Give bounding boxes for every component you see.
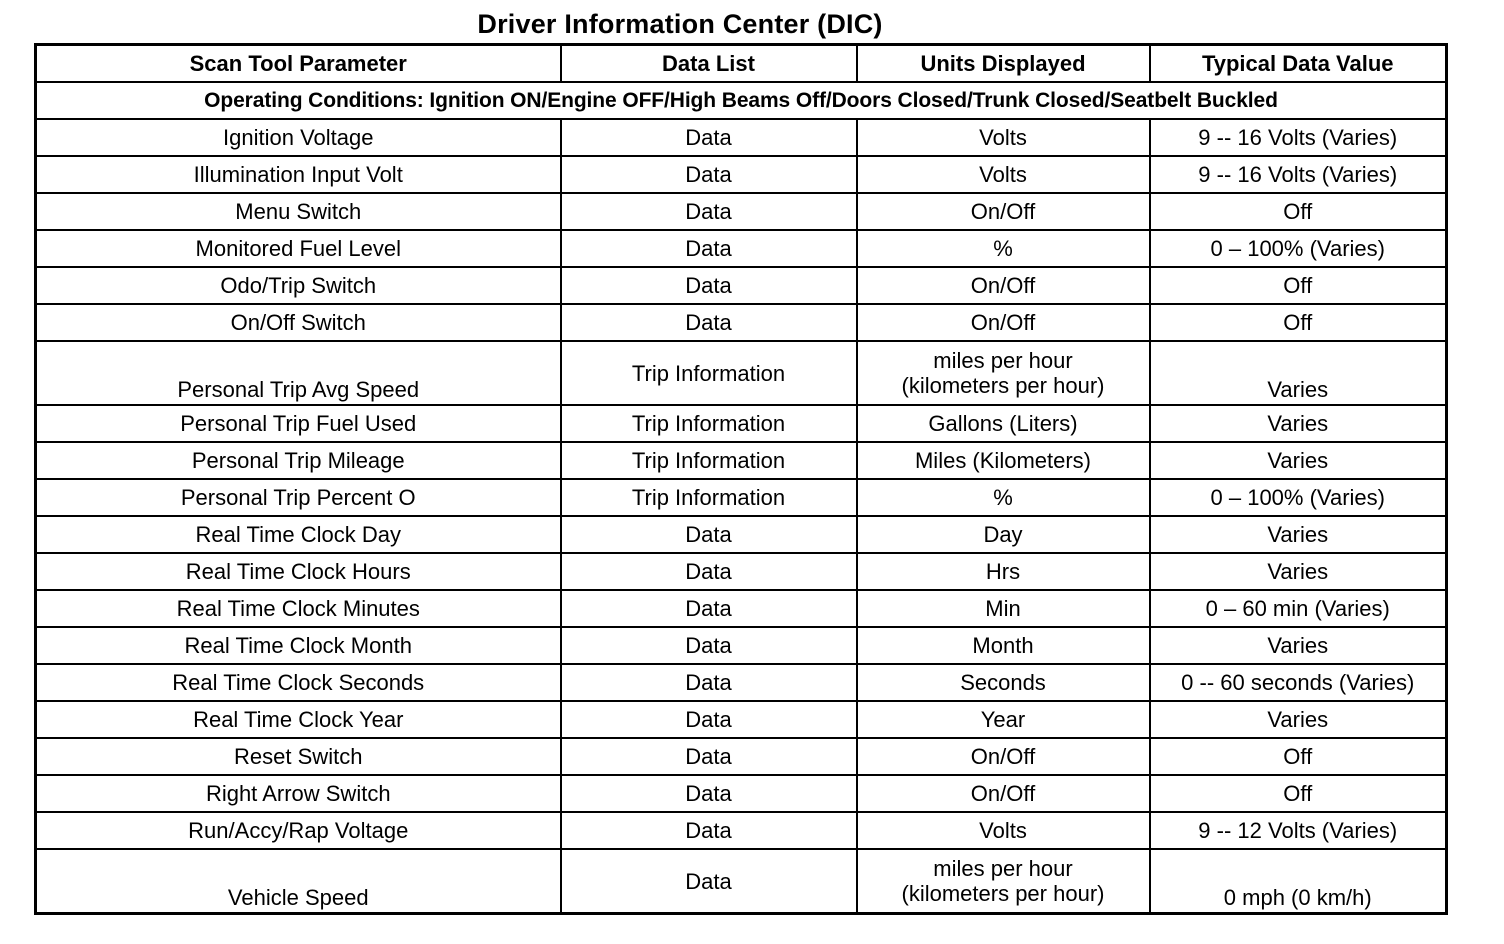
- operating-conditions: Operating Conditions: Ignition ON/Engine OFF/High Beams Off/Doors Closed/Trunk Closed/Seatbelt Buckled: [36, 82, 1447, 119]
- table-row: [36, 516, 1447, 553]
- data-list-cell: Data: [561, 812, 857, 849]
- units-displayed-cell: [857, 341, 1150, 405]
- data-list-cell: Data: [561, 775, 857, 812]
- units-line: Month: [972, 633, 1034, 658]
- units-displayed-cell: [857, 230, 1150, 267]
- scan-tool-parameter-cell: Monitored Fuel Level: [36, 230, 561, 267]
- units-displayed-cell: [857, 442, 1150, 479]
- units-displayed-cell: [857, 849, 1150, 914]
- typical-data-value-cell: 0 -- 60 seconds (Varies): [1150, 664, 1447, 701]
- scan-tool-parameter-cell: Personal Trip Avg Speed: [36, 341, 561, 405]
- data-list-cell: Data: [561, 156, 857, 193]
- typical-data-value-cell: 9 -- 16 Volts (Varies): [1150, 156, 1447, 193]
- scan-tool-parameter-cell: Real Time Clock Year: [36, 701, 561, 738]
- units-line: Gallons (Liters): [928, 411, 1078, 436]
- units-line: %: [993, 485, 1013, 510]
- data-list-cell: Data: [561, 553, 857, 590]
- table-row: [36, 775, 1447, 812]
- units-displayed-cell: [857, 267, 1150, 304]
- table-row: [36, 119, 1447, 156]
- table-row: [36, 341, 1447, 405]
- units-line: On/Off: [970, 199, 1036, 224]
- data-list-cell: Trip Information: [561, 442, 857, 479]
- table-row: [36, 156, 1447, 193]
- units-displayed-cell: [857, 627, 1150, 664]
- table-row: [36, 627, 1447, 664]
- typical-data-value-cell: 9 -- 12 Volts (Varies): [1150, 812, 1447, 849]
- dic-data-table: [34, 43, 1448, 915]
- table-row: [36, 849, 1447, 914]
- operating-conditions-row: [36, 82, 1447, 119]
- typical-data-value-cell: Off: [1150, 193, 1447, 230]
- header-scan-tool-parameter: Scan Tool Parameter: [36, 45, 561, 83]
- table-row: [36, 267, 1447, 304]
- typical-data-value-cell: Off: [1150, 738, 1447, 775]
- data-list-cell: Trip Information: [561, 405, 857, 442]
- units-line: On/Off: [970, 744, 1036, 769]
- header-data-list: Data List: [561, 45, 857, 83]
- typical-data-value-cell: 0 mph (0 km/h): [1150, 849, 1447, 914]
- units-line: Hrs: [985, 559, 1021, 584]
- scan-tool-parameter-cell: Ignition Voltage: [36, 119, 561, 156]
- table-row: [36, 701, 1447, 738]
- typical-data-value-cell: 0 – 100% (Varies): [1150, 479, 1447, 516]
- data-list-cell: Data: [561, 304, 857, 341]
- units-line: Day: [983, 522, 1023, 547]
- units-displayed-cell: [857, 738, 1150, 775]
- units-line: On/Off: [970, 310, 1036, 335]
- scan-tool-parameter-cell: Real Time Clock Day: [36, 516, 561, 553]
- table-row: [36, 812, 1447, 849]
- units-line: Volts: [979, 162, 1027, 187]
- data-list-cell: Data: [561, 849, 857, 914]
- scan-tool-parameter-cell: Menu Switch: [36, 193, 561, 230]
- typical-data-value-cell: Off: [1150, 267, 1447, 304]
- data-list-cell: Data: [561, 664, 857, 701]
- units-line: miles per hour: [933, 856, 1073, 881]
- units-displayed-cell: [857, 775, 1150, 812]
- scan-tool-parameter-cell: Real Time Clock Minutes: [36, 590, 561, 627]
- header-units-displayed: Units Displayed: [857, 45, 1150, 83]
- units-displayed-cell: [857, 553, 1150, 590]
- table-row: [36, 405, 1447, 442]
- units-line: On/Off: [970, 273, 1036, 298]
- table-row: [36, 553, 1447, 590]
- units-displayed-cell: [857, 516, 1150, 553]
- table-row: [36, 304, 1447, 341]
- table-row: [36, 738, 1447, 775]
- scan-tool-parameter-cell: Real Time Clock Month: [36, 627, 561, 664]
- data-list-cell: Data: [561, 590, 857, 627]
- scan-tool-parameter-cell: Vehicle Speed: [36, 849, 561, 914]
- data-list-cell: Data: [561, 627, 857, 664]
- units-displayed-cell: [857, 156, 1150, 193]
- units-displayed-cell: [857, 119, 1150, 156]
- table-row: [36, 193, 1447, 230]
- units-displayed-cell: [857, 701, 1150, 738]
- units-displayed-cell: [857, 405, 1150, 442]
- scan-tool-parameter-cell: Right Arrow Switch: [36, 775, 561, 812]
- data-list-cell: Data: [561, 230, 857, 267]
- data-list-cell: Data: [561, 193, 857, 230]
- units-line: Min: [985, 596, 1021, 621]
- units-line: %: [993, 236, 1013, 261]
- units-line: miles per hour: [933, 348, 1073, 373]
- units-line: Miles (Kilometers): [914, 448, 1092, 473]
- units-displayed-cell: [857, 479, 1150, 516]
- typical-data-value-cell: Varies: [1150, 701, 1447, 738]
- typical-data-value-cell: Varies: [1150, 627, 1447, 664]
- data-list-cell: Data: [561, 738, 857, 775]
- data-list-cell: Trip Information: [561, 341, 857, 405]
- units-line: On/Off: [970, 781, 1036, 806]
- header-row: [36, 45, 1447, 83]
- typical-data-value-cell: Varies: [1150, 442, 1447, 479]
- data-list-cell: Data: [561, 701, 857, 738]
- typical-data-value-cell: Off: [1150, 304, 1447, 341]
- table-row: [36, 590, 1447, 627]
- scan-tool-parameter-cell: Real Time Clock Hours: [36, 553, 561, 590]
- units-line: Volts: [979, 125, 1027, 150]
- scan-tool-parameter-cell: Personal Trip Fuel Used: [36, 405, 561, 442]
- typical-data-value-cell: 0 – 100% (Varies): [1150, 230, 1447, 267]
- scan-tool-parameter-cell: Personal Trip Percent O: [36, 479, 561, 516]
- table-row: [36, 230, 1447, 267]
- units-line: Year: [980, 707, 1026, 732]
- units-displayed-cell: [857, 590, 1150, 627]
- data-list-cell: Data: [561, 119, 857, 156]
- scan-tool-parameter-cell: On/Off Switch: [36, 304, 561, 341]
- units-displayed-cell: [857, 304, 1150, 341]
- typical-data-value-cell: Varies: [1150, 405, 1447, 442]
- scan-tool-parameter-cell: Reset Switch: [36, 738, 561, 775]
- units-line: (kilometers per hour): [901, 881, 1105, 906]
- page-title: Driver Information Center (DIC): [477, 9, 883, 39]
- data-list-cell: Data: [561, 516, 857, 553]
- units-displayed-cell: [857, 812, 1150, 849]
- typical-data-value-cell: Off: [1150, 775, 1447, 812]
- table-row: [36, 442, 1447, 479]
- units-line: Volts: [979, 818, 1027, 843]
- units-displayed-cell: [857, 193, 1150, 230]
- scan-tool-parameter-cell: Personal Trip Mileage: [36, 442, 561, 479]
- table-row: [36, 664, 1447, 701]
- typical-data-value-cell: Varies: [1150, 553, 1447, 590]
- typical-data-value-cell: 0 – 60 min (Varies): [1150, 590, 1447, 627]
- scan-tool-parameter-cell: Real Time Clock Seconds: [36, 664, 561, 701]
- table-row: [36, 479, 1447, 516]
- units-displayed-cell: [857, 664, 1150, 701]
- typical-data-value-cell: Varies: [1150, 341, 1447, 405]
- typical-data-value-cell: 9 -- 16 Volts (Varies): [1150, 119, 1447, 156]
- scan-tool-parameter-cell: Illumination Input Volt: [36, 156, 561, 193]
- units-line: (kilometers per hour): [901, 373, 1105, 398]
- header-typical-data-value: Typical Data Value: [1150, 45, 1447, 83]
- scan-tool-parameter-cell: Run/Accy/Rap Voltage: [36, 812, 561, 849]
- typical-data-value-cell: Varies: [1150, 516, 1447, 553]
- scan-tool-parameter-cell: Odo/Trip Switch: [36, 267, 561, 304]
- data-list-cell: Data: [561, 267, 857, 304]
- data-list-cell: Trip Information: [561, 479, 857, 516]
- units-line: Seconds: [960, 670, 1046, 695]
